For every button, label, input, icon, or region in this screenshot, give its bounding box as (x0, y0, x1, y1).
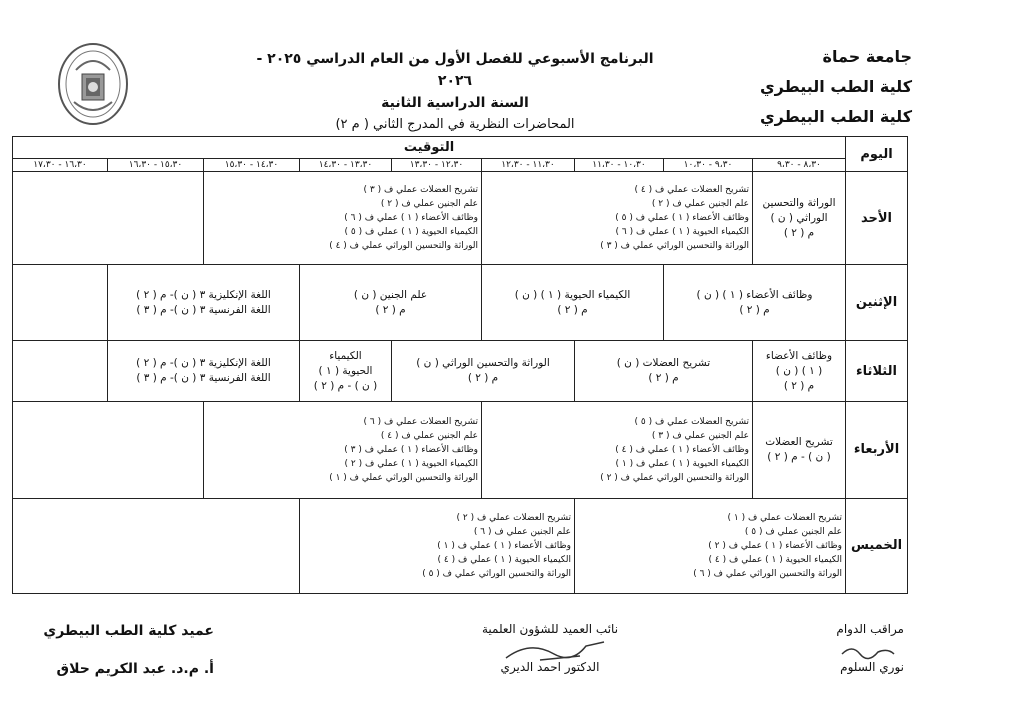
cell-line: تشريح العضلات عملي ف ( ٢ ) (456, 512, 571, 523)
thursday-row (13, 498, 908, 593)
cell-line: الكيمياء (329, 349, 362, 362)
lab-groups-cell (300, 498, 575, 593)
cell-line: م ( ٢ ) (557, 303, 588, 316)
time-slot: ٩،٣٠ - ١٠،٣٠ (664, 159, 753, 172)
time-slot: ١٢،٣٠ - ١٣،٣٠ (392, 159, 482, 172)
cell-line: الوراثة والتحسين الوراثي عملي ف ( ٤ ) (329, 241, 478, 252)
time-slot: ١٣،٣٠ - ١٤،٣٠ (300, 159, 392, 172)
cell-line: وظائف الأعضاء (765, 349, 833, 362)
day-name: الثلاثاء (846, 341, 908, 402)
cell-line: الكيمياء الحيوية ( ١ ) عملي ف ( ٦ ) (615, 227, 749, 238)
wednesday-row (13, 401, 908, 498)
signer-role: عميد كلية الطب البيطري (43, 623, 214, 639)
weekly-schedule-table (12, 136, 908, 594)
cell-line: م ( ٢ ) (467, 372, 499, 385)
cell-line: علم الجنين عملي ف ( ٢ ) (651, 199, 749, 210)
day-name: الأربعاء (846, 401, 908, 498)
cell-line: علم الجنين عملي ف ( ٥ ) (744, 526, 842, 537)
lab-groups-cell (204, 401, 482, 498)
cell-line: ( ن ) - م ( ٢ ) (767, 450, 831, 463)
cell-line: علم الجنين عملي ف ( ٣ ) (651, 430, 749, 441)
cell-line: وظائف الأعضاء ( ١ ) عملي ف ( ٦ ) (344, 213, 478, 224)
cell-line: م ( ٢ ) (783, 379, 815, 392)
cell-line: الكيمياء الحيوية ( ١ ) عملي ف ( ٥ ) (344, 227, 478, 238)
cell-line: وظائف الأعضاء ( ١ ) عملي ف ( ٤ ) (615, 444, 749, 455)
lecture-cell (300, 341, 392, 402)
cell-line: وظائف الأعضاء ( ١ ) عملي ف ( ٢ ) (708, 540, 842, 551)
tuesday-row (13, 341, 908, 402)
signer-role: نائب العميد للشؤون العلمية (481, 622, 619, 636)
cell-line: الكيمياء الحيوية ( ١ ) ( ن ) (514, 288, 631, 301)
cell-line: وظائف الأعضاء ( ١ ) عملي ف ( ٥ ) (615, 213, 749, 224)
academic-year: السنة الدراسية الثانية (381, 95, 529, 111)
cell-line: م ( ٢ ) (739, 303, 770, 316)
university-name: جامعة حماة (822, 47, 912, 66)
signer-name: نوري السلوم (840, 660, 904, 674)
lab-groups-cell (482, 172, 753, 265)
cell-line: تشريح العضلات عملي ف ( ٥ ) (634, 416, 749, 427)
sunday-row (13, 172, 908, 265)
time-slot: ١٦،٣٠ - ١٧،٣٠ (13, 159, 108, 172)
cell-line: وظائف الأعضاء ( ١ ) عملي ف ( ١ ) (437, 540, 571, 551)
day-name: الإثنين (846, 265, 908, 341)
time-slot: ٨،٣٠ - ٩،٣٠ (753, 159, 846, 172)
cell-line: الوراثي ( ن ) (770, 211, 828, 224)
cell-line: وظائف الأعضاء ( ١ ) عملي ف ( ٣ ) (344, 444, 478, 455)
cell-line: م ( ٢ ) (648, 372, 679, 385)
university-seal-icon (56, 40, 130, 128)
time-slot: ١١،٣٠ - ١٢،٣٠ (482, 159, 575, 172)
institution-block (732, 42, 912, 132)
cell-line: علم الجنين عملي ف ( ٦ ) (473, 526, 571, 537)
time-slot: ١٤،٣٠ - ١٥،٣٠ (204, 159, 300, 172)
time-column-header: التوقيت (13, 137, 846, 159)
cell-line: علم الجنين عملي ف ( ٤ ) (380, 430, 478, 441)
cell-line: الوراثة والتحسين الوراثي عملي ف ( ٢ ) (600, 472, 749, 483)
empty-cell (13, 341, 108, 402)
signer-name: أ. م.د. عبد الكريم حلاق (56, 661, 214, 677)
cell-line: ( ١ ) ( ن ) (775, 364, 823, 377)
dean-signature (14, 622, 214, 678)
cell-line: الوراثة والتحسين الوراثي عملي ف ( ٦ ) (693, 568, 842, 579)
lecture-cell (575, 341, 753, 402)
cell-line: اللغة الفرنسية ٣ ( ن )- م ( ٣ ) (136, 372, 271, 385)
cell-line: اللغة الفرنسية ٣ ( ن )- م ( ٣ ) (136, 303, 271, 316)
lecture-cell (664, 265, 846, 341)
cell-line: اللغة الإنكليزية ٣ ( ن )- م ( ٢ ) (136, 357, 271, 370)
cell-line: الكيمياء الحيوية ( ١ ) عملي ف ( ٤ ) (708, 554, 842, 565)
cell-line: اللغة الإنكليزية ٣ ( ن )- م ( ٢ ) (136, 288, 271, 301)
cell-line: الوراثة والتحسين (762, 196, 836, 209)
cell-line: الوراثة والتحسين الوراثي عملي ف ( ١ ) (329, 472, 478, 483)
empty-cell (13, 401, 204, 498)
cell-line: الكيمياء الحيوية ( ١ ) عملي ف ( ١ ) (615, 458, 749, 469)
lab-groups-cell (204, 172, 482, 265)
empty-cell (13, 498, 300, 593)
cell-line: الوراثة والتحسين الوراثي ( ن ) (416, 357, 550, 370)
lecture-cell (482, 265, 664, 341)
signer-name: الدكتور احمد الديري (500, 660, 600, 674)
cell-line: م ( ٢ ) (783, 226, 815, 239)
time-slots-row (13, 159, 908, 172)
empty-cell (13, 172, 204, 265)
schedule-title: البرنامج الأسبوعي للفصل الأول من العام الدراسي ٢٠٢٥ - ٢٠٢٦ (256, 51, 654, 89)
lecture-cell (753, 401, 846, 498)
day-name: الأحد (846, 172, 908, 265)
cell-line: تشريح العضلات عملي ف ( ٣ ) (363, 185, 478, 196)
cell-line: تشريح العضلات عملي ف ( ٤ ) (634, 185, 749, 196)
cell-line: م ( ٢ ) (375, 303, 406, 316)
faculty-name: كلية الطب البيطري (760, 77, 912, 96)
cell-line: تشريح العضلات ( ن ) (616, 357, 711, 370)
day-column-header: اليوم (846, 137, 908, 172)
cell-line: علم الجنين ( ن ) (353, 288, 428, 301)
cell-line: علم الجنين عملي ف ( ٢ ) (380, 199, 478, 210)
cell-line: الوراثة والتحسين الوراثي عملي ف ( ٥ ) (422, 568, 571, 579)
schedule-cell (753, 172, 846, 265)
time-slot: ١٠،٣٠ - ١١،٣٠ (575, 159, 664, 172)
cell-line: تشريح العضلات عملي ف ( ١ ) (727, 512, 842, 523)
signer-role: مراقب الدوام (836, 622, 904, 636)
cell-line: الكيمياء الحيوية ( ١ ) عملي ف ( ٢ ) (344, 458, 478, 469)
day-name: الخميس (846, 498, 908, 593)
time-slot: ١٥،٣٠ - ١٦،٣٠ (108, 159, 204, 172)
lecture-hall-note: المحاضرات النظرية في المدرج الثاني ( م ٢) (335, 117, 575, 132)
language-cell (108, 341, 300, 402)
lab-groups-cell (575, 498, 846, 593)
cell-line: تشريح العضلات (765, 435, 833, 448)
signature-scribble-icon (500, 636, 610, 666)
language-cell (108, 265, 300, 341)
cell-line: الحيوية ( ١ ) (318, 364, 373, 377)
lecture-cell (392, 341, 575, 402)
cell-line: وظائف الأعضاء ( ١ ) ( ن ) (696, 288, 813, 301)
cell-line: الوراثة والتحسين الوراثي عملي ف ( ٣ ) (600, 241, 749, 252)
cell-line: ( ن ) - م ( ٢ ) (313, 379, 378, 392)
signature-scribble-icon (838, 640, 898, 662)
cell-line: الكيمياء الحيوية ( ١ ) عملي ف ( ٤ ) (437, 554, 571, 565)
cell-line: تشريح العضلات عملي ف ( ٦ ) (363, 416, 478, 427)
lab-groups-cell (482, 401, 753, 498)
monday-row (13, 265, 908, 341)
empty-cell (13, 265, 108, 341)
faculty-name-repeat: كلية الطب البيطري (760, 107, 912, 126)
lecture-cell (753, 341, 846, 402)
lecture-cell (300, 265, 482, 341)
document-heading (240, 48, 670, 136)
